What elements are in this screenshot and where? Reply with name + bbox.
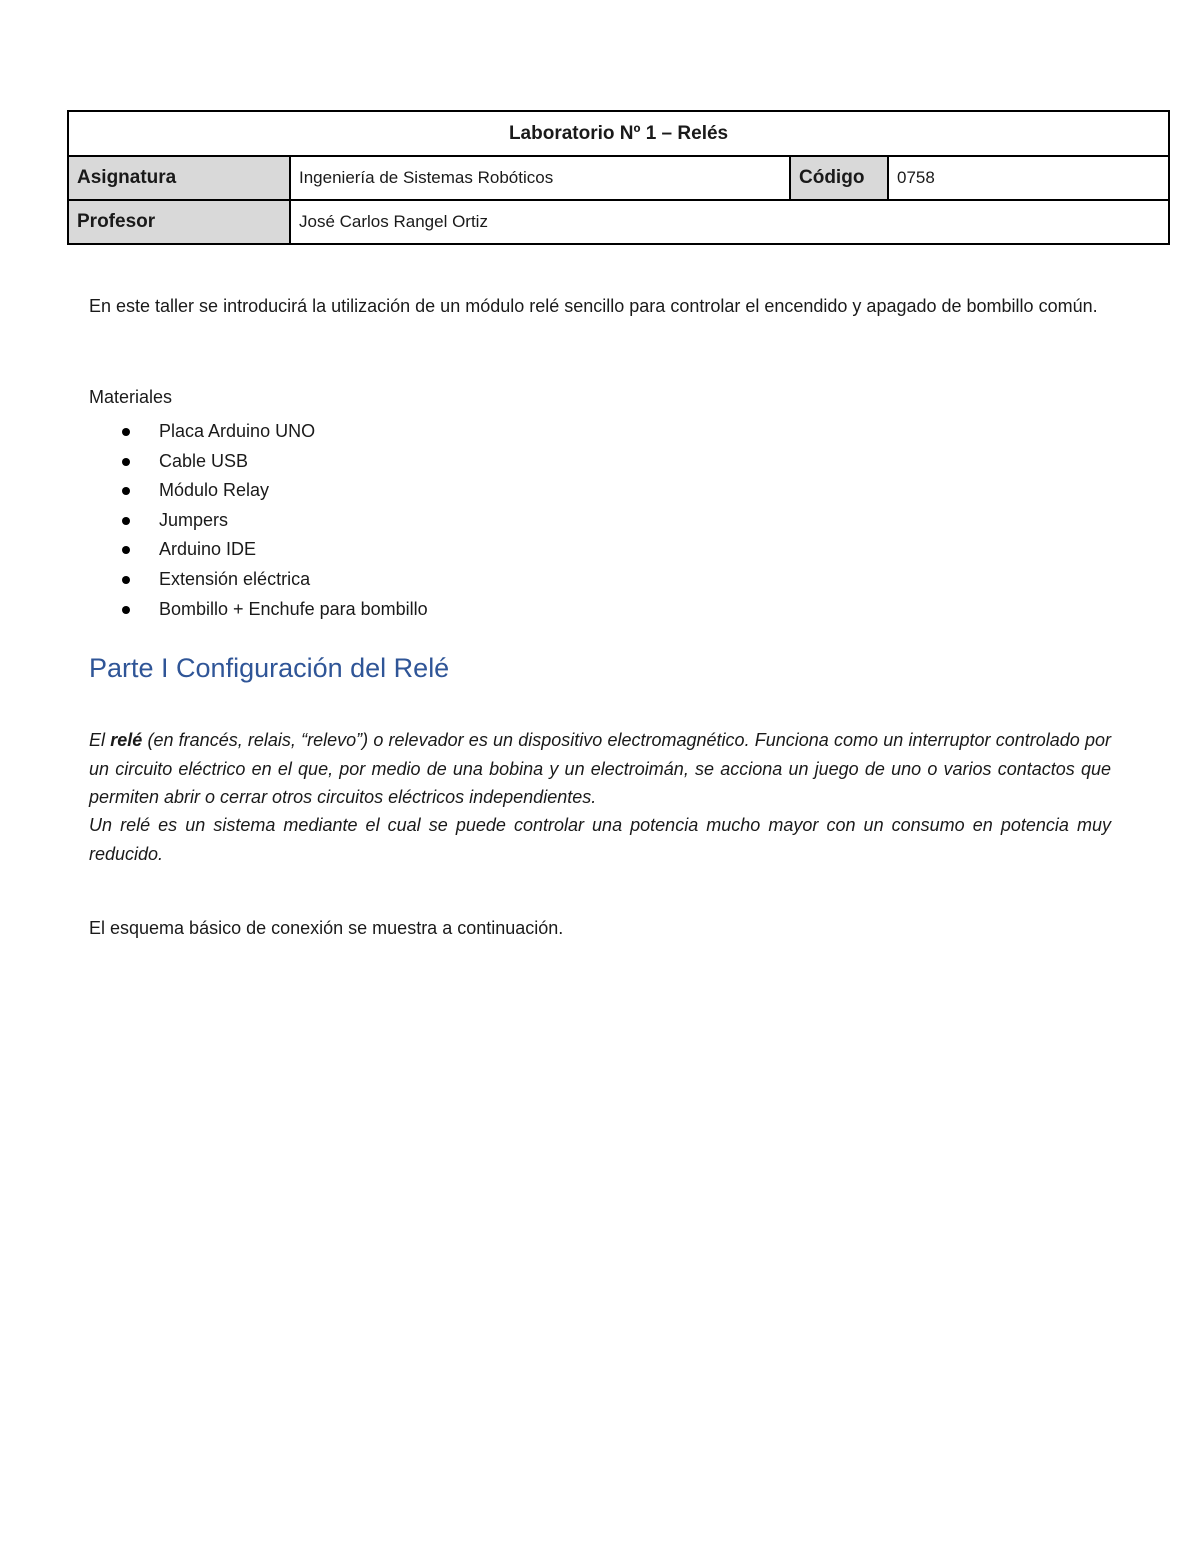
definition-paragraph	[89, 726, 1111, 868]
professor-label: Profesor	[68, 200, 290, 244]
lab-title: Laboratorio Nº 1 – Relés	[68, 111, 1169, 156]
material-label: Módulo Relay	[159, 480, 270, 501]
list-item	[89, 595, 1111, 625]
material-label: Cable USB	[159, 450, 249, 471]
definition-term: relé	[110, 730, 143, 751]
material-label: Jumpers	[159, 509, 229, 530]
bullet-icon	[122, 458, 130, 466]
code-label: Código	[790, 156, 888, 200]
schema-note: El esquema básico de conexión se muestra a continuación.	[89, 918, 564, 939]
list-item	[89, 565, 1111, 595]
lab-header-table	[67, 110, 1170, 245]
bullet-icon	[122, 428, 130, 436]
materials-list	[89, 417, 1111, 624]
bullet-icon	[122, 606, 130, 614]
code-value: 0758	[888, 156, 1169, 200]
header-title-row	[68, 111, 1169, 156]
list-item	[89, 417, 1111, 447]
document-body	[89, 292, 1111, 943]
bullet-icon	[122, 487, 130, 495]
professor-value: José Carlos Rangel Ortiz	[290, 200, 1169, 244]
definition-lead: El	[89, 730, 111, 751]
header-professor-row	[68, 200, 1169, 244]
list-item	[89, 506, 1111, 536]
material-label: Bombillo + Enchufe para bombillo	[159, 598, 428, 619]
header-subject-row	[68, 156, 1169, 200]
list-item	[89, 476, 1111, 506]
materials-heading: Materiales	[89, 387, 173, 407]
material-label: Arduino IDE	[159, 539, 257, 560]
intro-paragraph: En este taller se introducirá la utilización de un módulo relé sencillo para controlar el encendido y apagado de bombillo común.	[89, 296, 1098, 316]
section-heading: Parte I Configuración del Relé	[89, 653, 450, 684]
material-label: Placa Arduino UNO	[159, 421, 316, 441]
subject-value: Ingeniería de Sistemas Robóticos	[290, 156, 790, 200]
material-label: Extensión eléctrica	[159, 568, 311, 589]
bullet-icon	[122, 546, 130, 554]
definition-second: Un relé es un sistema mediante el cual se puede controlar una potencia mucho mayor con un consumo en potencia muy reducido.	[89, 815, 1111, 864]
subject-label: Asignatura	[68, 156, 290, 200]
definition-rest: (en francés, relais, “relevo”) o relevador es un dispositivo electromagnético. Funciona como un interruptor controlado por un circuito eléctrico en el que, por medio de una bobina y un electroimán, se acciona un juego de uno o varios contactos que permiten abrir o cerrar otros circuitos eléctricos independientes.	[89, 730, 1111, 807]
list-item	[89, 535, 1111, 565]
bullet-icon	[122, 517, 130, 525]
list-item	[89, 447, 1111, 477]
bullet-icon	[122, 576, 130, 584]
